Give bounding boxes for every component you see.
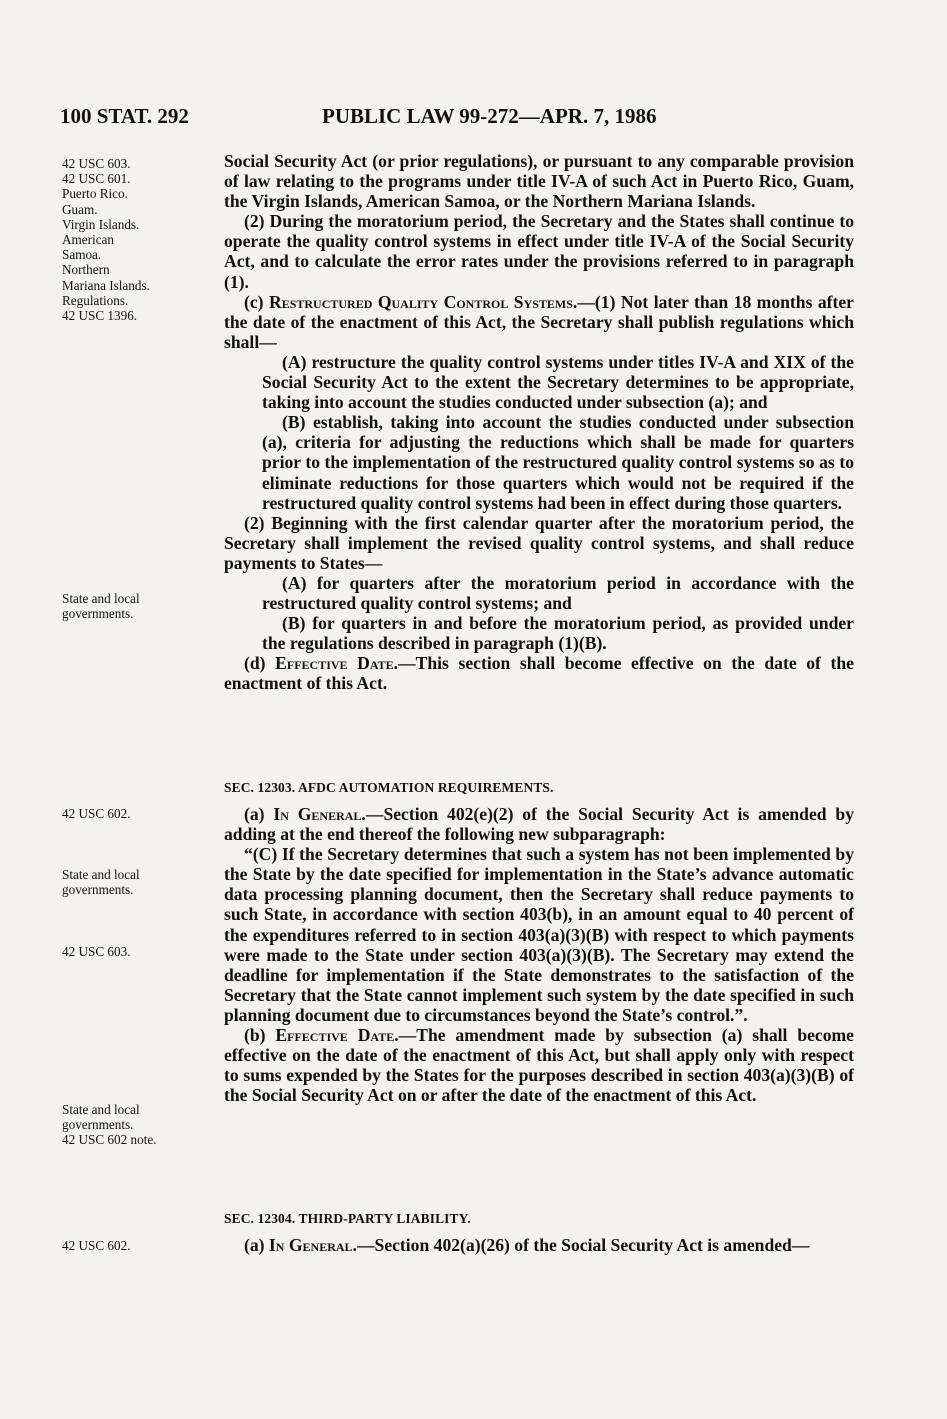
margin-note: Puerto Rico. [62,186,128,202]
subsection-a-heading: In General. [268,1235,357,1255]
subsection-d-text: —This section shall become effective on the date of the enactment of this Act. [224,653,854,694]
subparagraph-c-A: (A) restructure the quality control systems under titles IV-A and XIX of the Social Security Act to the extent the Secretary determines to be appropriate, taking into account the studies conducted under subsection (a); and [262,351,854,413]
subparagraph-c2-B: (B) for quarters in and before the moratorium period, as provided under the regulations described in paragraph (1)(B). [262,613,854,654]
subsection-b-label: (b) [244,1025,276,1046]
body-text-block-1 [224,151,854,694]
subsection-c [224,292,854,352]
subsection-a-heading: In General. [273,804,366,824]
margin-note: 42 USC 1396. [62,308,138,324]
subsection-a-text: —Section 402(a)(26) of the Social Security Act is amended— [356,1235,810,1255]
section-heading-12303: SEC. 12303. AFDC AUTOMATION REQUIREMENTS. [224,780,554,795]
subsection-a-label: (a) [244,1235,269,1255]
subsection-a-label: (a) [244,804,274,824]
quoted-subparagraph-C: “(C) If the Secretary determines that such a system has not been implemented by the State by the date specified for implementation in the State’s advance automatic data processing planning document, then the Secretary shall reduce payments to such State, in accordance with section 403(b), in an amount equal to 40 percent of the expenditures referred to in section 403(a)(3)(B) with respect to which payments were made to the State under section 403(a)(3)(B). The Secretary may extend the deadline for implementation if the State demonstrates to the satisfaction of the Secretary that the State cannot implement such system by the date specified in such planning document due to circumstances beyond the State’s control.”. [224,844,854,1025]
margin-note: 42 USC 602 note. [62,1132,157,1148]
subsection-b-12303 [224,1025,854,1105]
margin-note: governments. [62,882,134,898]
margin-note: State and local [62,1102,140,1117]
stat-citation: 100 STAT. 292 [60,104,189,128]
subsection-d-label: (d) [244,653,276,674]
subsection-a-12303 [224,804,854,844]
paragraph-continuation: Social Security Act (or prior regulations), or pursuant to any comparable provision of law relating to the programs under title IV-A of such Act in Puerto Rico, Guam, the Virgin Islands, American Samoa, or the Northern Mariana Islands. [224,151,854,212]
subsection-a-text: —Section 402(e)(2) of the Social Security Act is amended by adding at the end thereof the following new subparagraph: [224,804,854,845]
margin-note-group-6 [62,1102,212,1148]
margin-note-group-3 [62,806,212,821]
margin-note: Mariana Islands. [62,277,150,293]
margin-note: Regulations. [62,292,129,308]
subsection-c-label: (c) [244,291,269,312]
margin-note: State and local [62,867,140,882]
subsection-a-12304 [224,1235,854,1255]
margin-note: State and local [62,591,140,606]
body-text-block-3 [224,1235,854,1255]
margin-note: Samoa. [62,247,102,263]
margin-note: 42 USC 601. [62,171,131,187]
paragraph-c-2: (2) Beginning with the first calendar quarter after the moratorium period, the Secretary shall implement the revised quality control systems, and shall reduce payments to States— [224,512,854,573]
subsection-c-text: —(1) Not later than 18 months after the date of the enactment of this Act, the Secretary shall publish regulations which shall— [224,291,854,352]
subparagraph-c2-A: (A) for quarters after the moratorium period in accordance with the restructured quality control systems; and [262,572,854,614]
running-header [60,104,870,138]
margin-note-group-7 [62,1238,212,1253]
margin-note: governments. [62,1117,134,1133]
body-text-block-2 [224,804,854,1105]
subsection-b-heading: Effective Date. [275,1025,399,1046]
margin-note: 42 USC 603. [62,156,131,171]
subsection-d [224,653,854,693]
margin-note: governments. [62,606,134,622]
margin-note: Guam. [62,201,98,217]
margin-note: 42 USC 602. [62,806,131,821]
margin-note: 42 USC 602. [62,1238,131,1253]
subparagraph-c-B: (B) establish, taking into account the studies conducted under subsection (a), criteria for adjusting the reductions which shall be made for quarters prior to the implementation of the restructured quality control systems so as to eliminate reductions for those quarters which would not be required if the restructured quality control systems had been in effect during those quarters. [262,412,854,513]
margin-note: 42 USC 603. [62,944,131,959]
section-heading-12304: SEC. 12304. THIRD-PARTY LIABILITY. [224,1211,471,1226]
margin-note-group-5 [62,944,212,959]
margin-note: American [62,232,114,248]
subsection-b-text: —The amendment made by subsection (a) shall become effective on the date of the enactment of this Act, but shall apply only with respect to sums expended by the States for the purposes described in section 403(a)(3)(B) of the Social Security Act on or after the date of the enactment of this Act. [224,1025,854,1106]
subsection-c-heading: Restructured Quality Control Systems. [268,291,578,312]
margin-note: Northern [62,262,110,278]
law-title: PUBLIC LAW 99-272—APR. 7, 1986 [322,104,657,128]
paragraph-2: (2) During the moratorium period, the Secretary and the States shall continue to operate the quality control systems in effect under title IV-A of the Social Security Act, and to calculate the error rates under the provisions referred to in paragraph (1). [224,211,854,292]
margin-note-group-4 [62,867,212,897]
subsection-d-heading: Effective Date. [275,653,399,674]
margin-note: Virgin Islands. [62,216,140,232]
margin-note-group-2 [62,591,212,621]
margin-note-group-1 [62,156,212,323]
